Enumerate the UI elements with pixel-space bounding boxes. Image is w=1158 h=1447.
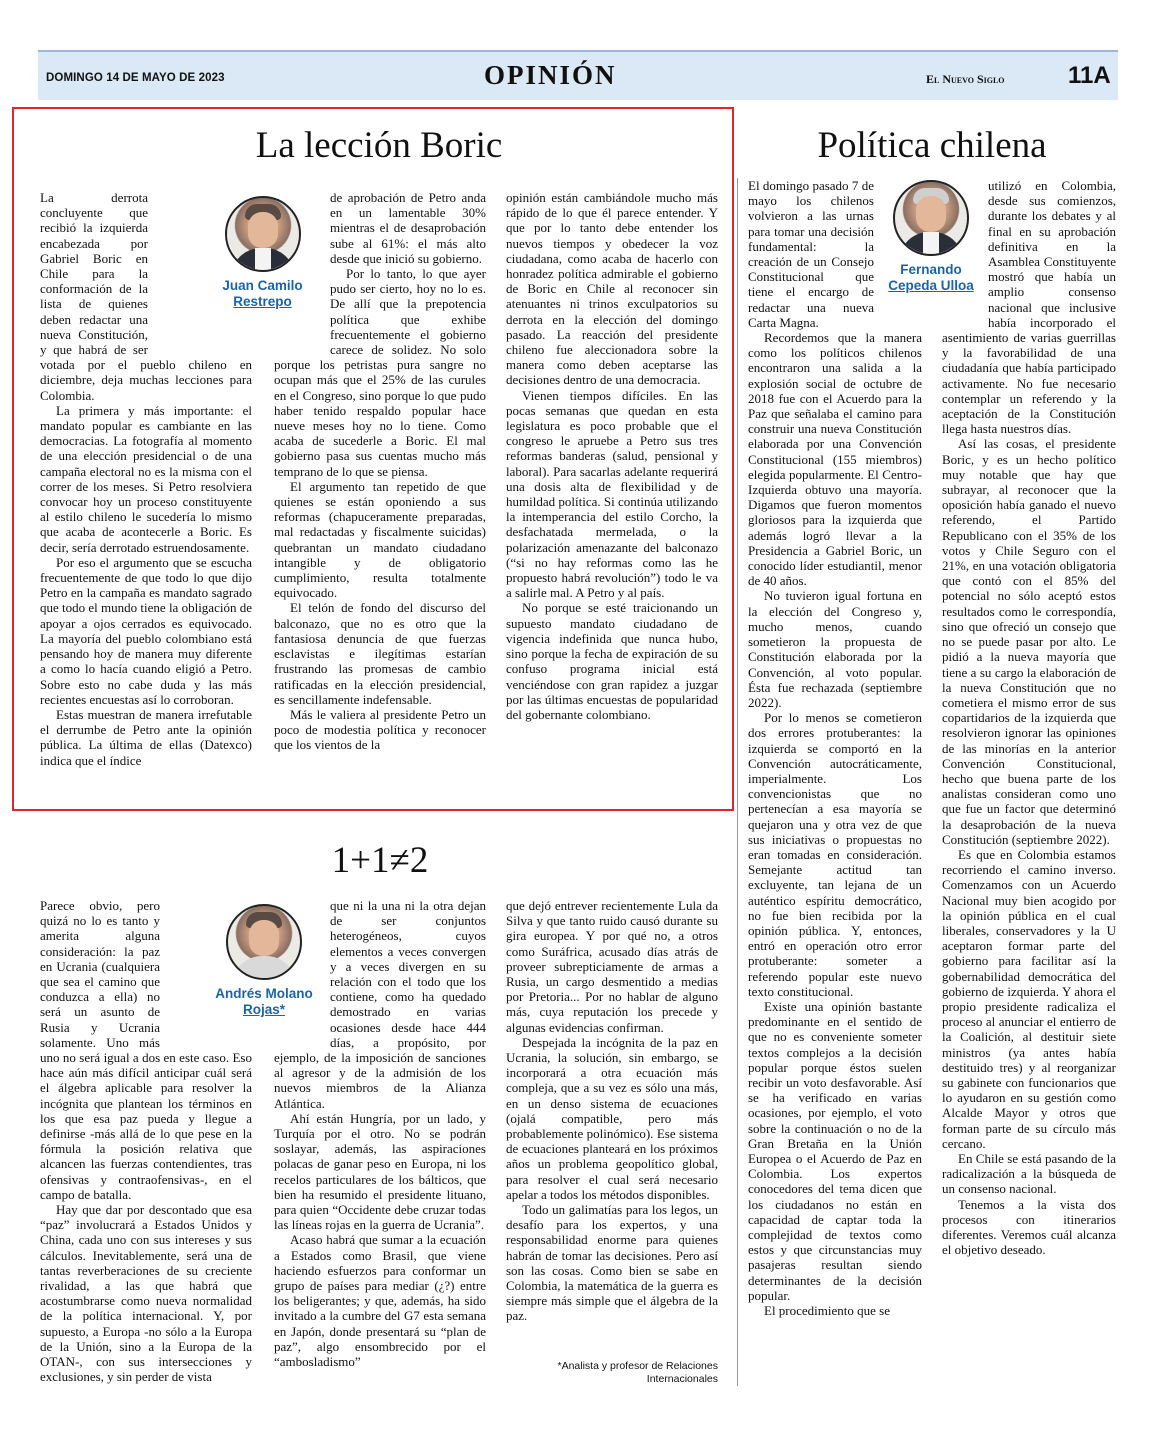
article1-paragraph: Vienen tiempos difíciles. En las pocas semanas que quedan en esta legislatura es poco probable que el congreso le apruebe a Petro sus tres reformas banderas (salud, pensional y laboral). Para sacarlas adelante requerirá una dosis alta de flexibilidad y de humildad política. Si continúa utilizando la intemperancia del estilo Corcho, la desfachatada mermelada, o la polarización amenazante del balconazo (“si no hay reformas como las he propuesto habrá revolución”) todo le va a salirle mal. A Petro y al país. xyxy=(506,387,718,601)
article3-paragraph: Existe una opinión bastante predominante en el sentido de que no es conveniente someter textos complejos a la decisión popular porque éstos suelen recibir un voto desfavorable. Así se ha verificado en varias ocasiones, por ejemplo, el voto sobre la continuación o no de la Gran Bretaña en la Unión Europea o el Acuerdo de Paz en Colombia. Los expertos conocedores del tema dicen que los ciudadanos no están en capacidad de captar toda la complejidad de textos como estos y que circunstancias muy pasajeras resultan siendo determinantes de la decisión popular. xyxy=(748,998,922,1303)
article1-paragraph: No porque se esté traicionando un supuesto mandato ciudadano de vigencia indefinida que nunca hubo, sino porque la fecha de expiración de su confuso programa inicial está venciéndose con gran rapidez a juzgar por las últimas encuestas de popularidad del gobernante colombiano. xyxy=(506,600,718,722)
article1-paragraph: Por lo tanto, lo que ayer pudo ser cierto, hoy no lo es. De allí que la prepotencia política que exhibe frecuentemente el gobierno carece de solidez. No solo porque los petristas pura sangre no ocupan más que el 25% de las curules en el Congreso, sino porque lo que pudo haber tenido respaldo popular hace nueve meses hoy no lo tiene. Como acaba de sucederle a Boric. El mal gobierno pasa sus cuentas mucho más temprano de lo que se piensa. xyxy=(274,266,486,479)
article3-paragraph: utilizó en Colombia, desde sus comienzos, durante los debates y al final en su aprobación definitiva en la Asamblea Constituyente mostró que había un amplio consenso nacional que inclusive había incorporado el asentimiento de varias guerrillas y la favorabilidad de una ciudadanía que había participado activamente. No fue necesario contemplar un referendo y la aceptación de la Constitución llega hasta nuestros días. xyxy=(942,178,1116,437)
section-title: OPINIÓN xyxy=(484,60,617,90)
article3-paragraph: El domingo pasado 7 de mayo los chilenos volvieron a las urnas para tomar una decisión fundamental: la creación de un Consejo Constitucional que tiene el encargo de redactar una nueva Carta Magna. xyxy=(748,178,874,330)
article2-paragraph: Acaso habrá que sumar a la ecuación a Estados como Brasil, que viene haciendo esfuerzos para conformar un grupo de países para mediar (¿?) entre los beligerantes; y que, además, ha sido invitado a la cumbre del G7 esta semana en Japón, donde presentará su “plan de paz”, algo ensombrecido por el “ambosladismo” xyxy=(274,1232,486,1370)
article1-col3 xyxy=(506,190,718,790)
page-number: 11A xyxy=(1068,62,1111,89)
article1-paragraph: opinión están cambiándole mucho más rápido de lo que él parece entender. Y que por lo tanto debe entender los nuevos tiempos y obedecer la voz ciudadana, como acaba de hacerlo con honradez política admirable el gobierno de Boric en Chile al reconocer sin atenuantes ni trinos exculpatorios su derrota en la elección del domingo pasado. La reacción del presidente chileno fue aleccionadora sobre la manera como deben aceptarse las decisiones dentro de una democracia. xyxy=(506,190,718,388)
author2-name-line: Andrés Molano xyxy=(215,986,313,1001)
article1-paragraph: La derrota concluyente que recibió la izquierda encabezada por Gabriel Boric en Chile para la conformación de la lista de quienes deben redactar una nueva Constitución, y que habrá de ser votada por el pueblo chileno en diciembre, deja muchas lecciones para Colombia. xyxy=(40,190,252,403)
author3-name-line: Cepeda Ulloa xyxy=(888,278,974,293)
article3-paragraph: Así las cosas, el presidente Boric, y es un hecho político muy notable que hay que subrayar, al reconocer que la oposición había ganado el nuevo referendo, el Partido Republicano con el 35% de los votos y Chile Seguro con el 21%, en una votación obligatoria que contó con el 85% del potencial no sólo aceptó estos resultados como le correspondía, sino que ofreció un consejo que no se puede pasar por alto. Le pidió a la nueva mayoría que tiene a su cargo la elaboración de la nueva Constitución que no cometiera el mismo error de sus copartidarios de la izquierda que resolvieron ignorar las opiniones de las minorías en la anterior Convención Constitucional, hecho que buena parte de los analistas consideran como uno que fue un factor que determinó la desaprobación de la nueva Constitución (septiembre 2022). xyxy=(942,436,1116,847)
article3-paragraph: Es que en Colombia estamos recorriendo el camino inverso. Comenzamos con un Acuerdo Nacional muy bien acogido por la opinión pública en el cual liberales, conservadores y la U aceptaron formar parte del gobierno para facilitar así la gobernabilidad democrática del gobierno de izquierda. Y ahora el propio presidente radicaliza el proceso al anunciar el entierro de la Coalición, al destituir siete ministros (ya antes había destituido tres) y al reorganizar su gabinete con funcionarios que lo ayudaron en su gestión como Alcalde Mayor y otros que forman parte de su círculo más cercano. xyxy=(942,846,1116,1151)
article2-paragraph: que ni la una ni la otra dejan de ser conjuntos heterogéneos, cuyos elementos a veces convergen y a veces divergen en su relación con el todo que los contiene, como ha quedado demostrado en varias ocasiones desde hace 444 días, a propósito, por ejemplo, de la imposición de sanciones al agresor y de la admisión de los nuevos miembros de la Alianza Atlántica. xyxy=(274,898,486,1111)
article3-col2 xyxy=(942,178,1116,1388)
article3-paragraph: Recordemos que la manera como los políticos chilenos encontraron una salida a la explosión social de octubre de 2018 fue con el Acuerdo para la Paz que señalaba el camino para construir una nueva Constitución elaborada por una Convención Constitucional (155 miembros) elegida popularmente. El Centro-Izquierda obtuvo una mayoría. Digamos que fueron momentos gloriosos para la izquierda que además logró llevar a la Presidencia a Gabriel Boric, un conocido líder estudiantil, menor de 40 años. xyxy=(748,330,922,589)
article1-col2 xyxy=(274,190,486,790)
article2-paragraph: Despejada la incógnita de la paz en Ucrania, la solución, sin embargo, se incorporará a otra ecuación más compleja, que a su vez es sólo una más, en un denso sistema de ecuaciones (ojalá compatible, pero más probablemente polinómico). Ese sistema de ecuaciones planteará en los próximos años un problema geopolítico global, para resolver el cual será necesario apelar a todos los métodos disponibles. xyxy=(506,1034,718,1202)
column-divider xyxy=(737,178,738,1386)
footnote-line: *Analista y profesor de Relaciones xyxy=(557,1360,718,1372)
article2-paragraph: Todo un galimatías para los legos, un desafío para los expertos, y una responsabilidad enorme para quienes habrán de tomar las decisiones. Pero así son las cosas. Como bien se sabe en Colombia, la matemática de la guerra es siempre más simple que el álgebra de la paz. xyxy=(506,1202,718,1324)
newspaper-name: El Nuevo Siglo xyxy=(926,72,1005,86)
article2-paragraph: Ahí están Hungría, por un lado, y Turquía por el otro. No se podrán soslayar, además, las aspiraciones polacas de ganar peso en Europa, ni los recelos particulares de los bálticos, que bien ha resumido el presidente lituano, para quien “Occidente debe cruzar todas las líneas rojas en la guerra de Ucrania”. xyxy=(274,1110,486,1233)
article2-col3 xyxy=(506,898,718,1358)
author1-name-line: Juan Camilo xyxy=(222,278,303,293)
article1-title: La lección Boric xyxy=(255,125,503,166)
page-header xyxy=(38,50,1118,100)
article2-paragraph: Parece obvio, pero quizá no lo es tanto y amerita alguna consideración: la paz en Ucrania (cualquiera que sea el camino que conduzca a ella) no será un asunto de Rusia y Ucrania solamente. Uno más uno no será igual a dos en este caso. Eso hace aún más difícil anticipar cuál será el álgebra aplicable para resolver la incógnita que plantean los términos en los que esa paz pueda y llegue a definirse -más allá de lo que pese en la fórmula la posición relativa que alcancen las fuerzas contendientes, tras ofensivas y contraofensivas-, en el campo de batalla. xyxy=(40,898,252,1202)
article2-title: 1+1≠2 xyxy=(331,840,429,881)
author1-name-line: Restrepo xyxy=(233,294,292,309)
article2-paragraph: Hay que dar por descontado que esa “paz” involucrará a Estados Unidos y China, cada uno con sus intereses y sus cálculos. Inevitablemente, será una de tantas reverberaciones de su creciente rivalidad, a las que habrá que acostumbrarse como nueva normalidad de la política internacional. Y, por supuesto, a Europa -no sólo a la Europa de la Unión, sino a la Europa de la OTAN-, con sus intersecciones y exclusiones, y sin perder de vista xyxy=(40,1202,252,1385)
article3-paragraph: Tenemos a la vista dos procesos con itinerarios diferentes. Veremos cuál alcanza el objetivo deseado. xyxy=(942,1196,1116,1258)
article2-col2 xyxy=(274,898,486,1388)
author2-footnote xyxy=(506,1360,718,1386)
article1-paragraph: Estas muestran de manera irrefutable el derrumbe de Petro ante la opinión pública. La última de ellas (Datexco) indica que el índice xyxy=(40,706,252,768)
article1-paragraph: Por eso el argumento que se escucha frecuentemente de que todo lo que dijo Petro en la campaña es mandato sagrado que todo el mundo tiene la obligación de apoyar a ojos cerrados es equivocado. La mayoría del pueblo colombiano está pensando hoy de manera muy diferente a como lo hacía cuando eligió a Petro. Sobre esto no cabe duda y las más recientes encuestas así lo corroboran. xyxy=(40,554,252,707)
article3-title: Política chilena xyxy=(817,125,1047,166)
article1-paragraph: de aprobación de Petro anda en un lamentable 30% mientras el de desaprobación sube al 61%: el más alto desde que inició su gobierno. xyxy=(330,190,486,266)
article1-paragraph: Más le valiera al presidente Petro un poco de modestia política y reconocer que los vientos de la xyxy=(274,706,486,753)
issue-date: DOMINGO 14 DE MAYO DE 2023 xyxy=(46,72,225,84)
author3-spacer-right xyxy=(942,178,988,328)
article3-col1 xyxy=(748,178,922,1388)
author2-spacer-right xyxy=(274,898,330,1048)
article3-paragraph: Por lo menos se cometieron dos errores protuberantes: la izquierda se comportó en la Convención autocráticamente, imperialmente. Los convencionistas que no pertenecían a esa mayoría se quejaron una y otra vez de que sus iniciativas o propuestas no eran tomadas en consideración. Semejante actitud tan excluyente, tan lejana de un auténtico espíritu democrático, no fue bien recibida por la opinión pública. Y, entonces, entró en operación otro error protuberante: someter a referendo popular este nuevo texto constitucional. xyxy=(748,710,922,999)
article3-paragraph: En Chile se está pasando de la radicalización a la búsqueda de un consenso nacional. xyxy=(942,1151,1116,1197)
author1-spacer-right xyxy=(274,190,330,350)
article2-paragraph: que dejó entrever recientemente Lula da Silva y que tanto ruido causó durante su gira europea. Y por qué no, a otros como Suráfrica, acusado días atrás de proveer subrepticiamente de armas a Rusia, un cargo desmentido a medias por Pretoria... Por no hablar de alguno más, cuya reputación los precede y algunas evidencias confirman. xyxy=(506,898,718,1035)
article1-paragraph: El argumento tan repetido de que quienes se están oponiendo a sus reformas (chapuceramente preparadas, mal redactadas y fiscalmente suicidas) quebrantan un mandato ciudadano intangible y de obligatorio cumplimiento, resulta totalmente equivocado. xyxy=(274,478,486,601)
article3-paragraph: El procedimiento que se xyxy=(764,1303,890,1319)
footnote-line: Internacionales xyxy=(646,1373,718,1385)
author3-name-line: Fernando xyxy=(900,262,962,277)
article1-paragraph: La primera y más importante: el mandato popular es cambiante en las democracias. La fotografía al momento de una elección presidencial o de una campaña electoral no es la misma con el correr de los meses. Si Petro resolviera convocar hoy un proceso constituyente al estilo chileno le sucedería lo mismo que acaba de acontecerle a Boric. Es decir, sería derrotado estruendosamente. xyxy=(40,402,252,555)
article1-paragraph: El telón de fondo del discurso del balconazo, que no es otro que la fantasiosa denuncia de que fuerzas esclavistas e ilegítimas estarían frustrando las promesas de cambio ratificadas en la elección presidencial, es sencillamente indefensable. xyxy=(274,600,486,707)
author2-name-line: Rojas* xyxy=(242,1002,286,1017)
article3-paragraph: No tuvieron igual fortuna en la elección del Congreso y, mucho menos, cuando sometieron la propuesta de Constitución elaborada por la Convención, al voto popular. Ésta fue rechazada (septiembre 2022). xyxy=(748,588,922,710)
